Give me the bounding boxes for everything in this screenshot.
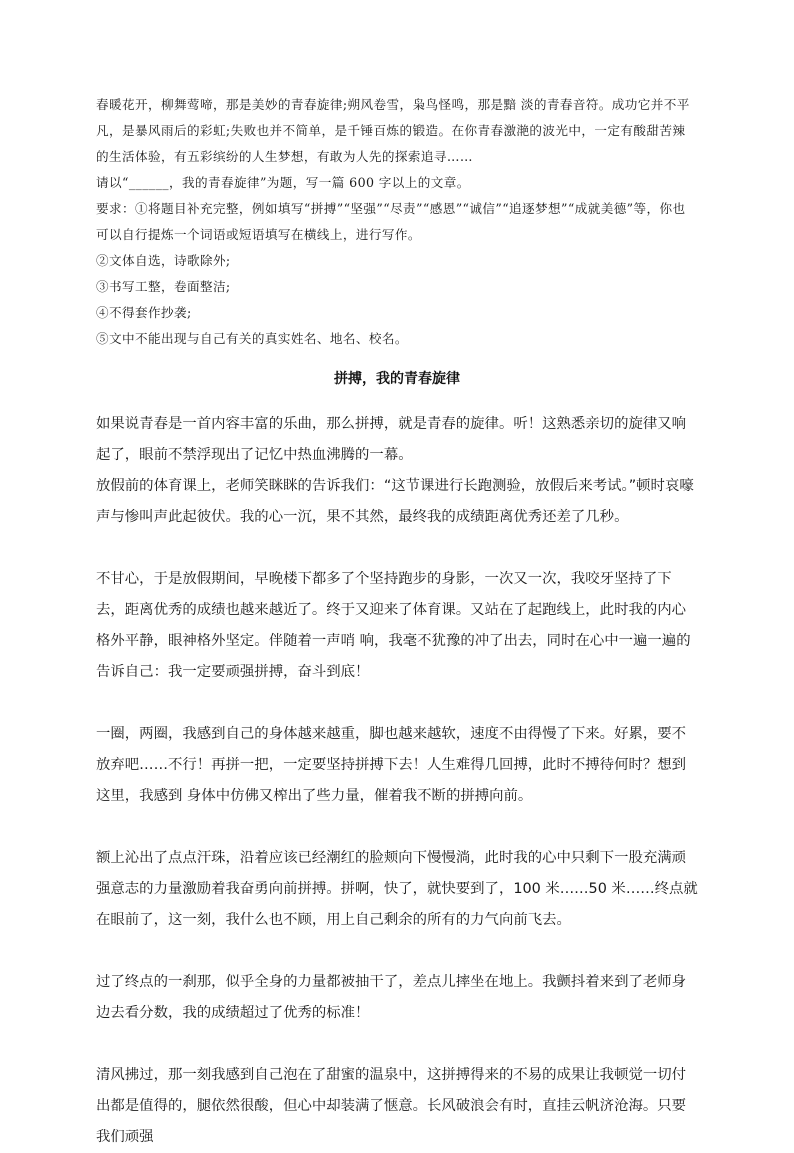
- essay-paragraph: 过了终点的一刹那，似乎全身的力量都被抽干了，差点儿摔坐在地上。我颤抖着来到了老师身边去看分数，我的成绩超过了优秀的标准！: [96, 974, 687, 1021]
- prompt-intro: 春暖花开，柳舞莺啼，那是美妙的青春旋律;朔风卷雪，枭鸟怪鸣，那是黯 淡的青春音符。成功它并不平凡，是暴风雨后的彩虹;失败也并不简单，是千锤百炼的锻造。在你青春激滟的波光中，一定有酸甜苦辣的生活体验，有五彩缤纷的人生梦想，有敢为人先的探索追寻……: [96, 97, 690, 164]
- prompt-requirement-2: ②文体自选，诗歌除外;: [96, 253, 231, 268]
- prompt-requirement-1: 要求：①将题目补充完整，例如填写“拼搏”“坚强”“尽责”“感恩”“诚信”“追逐梦想”“成就美德”等，你也可以自行提炼一个词语或短语填写在横线上，进行写作。: [96, 201, 686, 242]
- essay-paragraph: 额上沁出了点点汗珠，沿着应该已经潮红的脸颊向下慢慢淌，此时我的心中只剩下一股充满顽强意志的力量激励着我奋勇向前拼搏。拼啊，快了，就快要到了，100 米……50 米……终点就在眼前了，这一刻，我什么也不顾，用上自己剩余的所有的力气向前飞去。: [96, 850, 698, 928]
- essay-paragraph: 如果说青春是一首内容丰富的乐曲，那么拼搏，就是青春的旋律。听！这熟悉亲切的旋律又响起了，眼前不禁浮现出了记忆中热血沸腾的一幕。: [96, 416, 687, 463]
- prompt-requirement-3: ③书写工整，卷面整洁;: [96, 279, 231, 294]
- essay-paragraph: 一圈，两圈，我感到自己的身体越来越重，脚也越来越软，速度不由得慢了下来。好累，要不放弃吧……不行！再拼一把，一定要坚持拼搏下去！人生难得几回搏，此时不搏待何时？想到这里，我感到 身体中仿佛又榨出了些力量，催着我不断的拼搏向前。: [96, 726, 687, 804]
- essay-title: 拼搏，我的青春旋律: [334, 371, 460, 387]
- essay-body: [96, 409, 699, 1153]
- essay-paragraph: 放假前的体育课上，老师笑眯眯的告诉我们：“这节课进行长跑测验，放假后来考试。”顿时哀嚎声与惨叫声此起彼伏。我的心一沉，果不其然，最终我的成绩距离优秀还差了几秒。: [96, 478, 694, 525]
- essay-paragraph: 清风拂过，那一刻我感到自己泡在了甜蜜的温泉中，这拼搏得来的不易的成果让我顿觉一切付出都是值得的，腿依然很酸，但心中却装满了惬意。长风破浪会有时，直挂云帆济沧海。只要我们顽强: [96, 1067, 687, 1145]
- writing-prompt: [96, 92, 696, 352]
- essay-paragraph: 不甘心，于是放假期间，早晚楼下都多了个坚持跑步的身影，一次又一次，我咬牙坚持了下去，距离优秀的成绩也越来越近了。终于又迎来了体育课。又站在了起跑线上，此时我的内心格外平静，眼神格外坚定。伴随着一声哨 响，我毫不犹豫的冲了出去，同时在心中一遍一遍的告诉自己：我一定要顽强拼搏，奋斗到底！: [96, 571, 691, 680]
- prompt-task: 请以“______，我的青春旋律”为题，写一篇 600 字以上的文章。: [96, 175, 470, 190]
- prompt-requirement-5: ⑤文中不能出现与自己有关的真实姓名、地名、校名。: [96, 331, 408, 346]
- prompt-requirement-4: ④不得套作抄袭;: [96, 305, 192, 320]
